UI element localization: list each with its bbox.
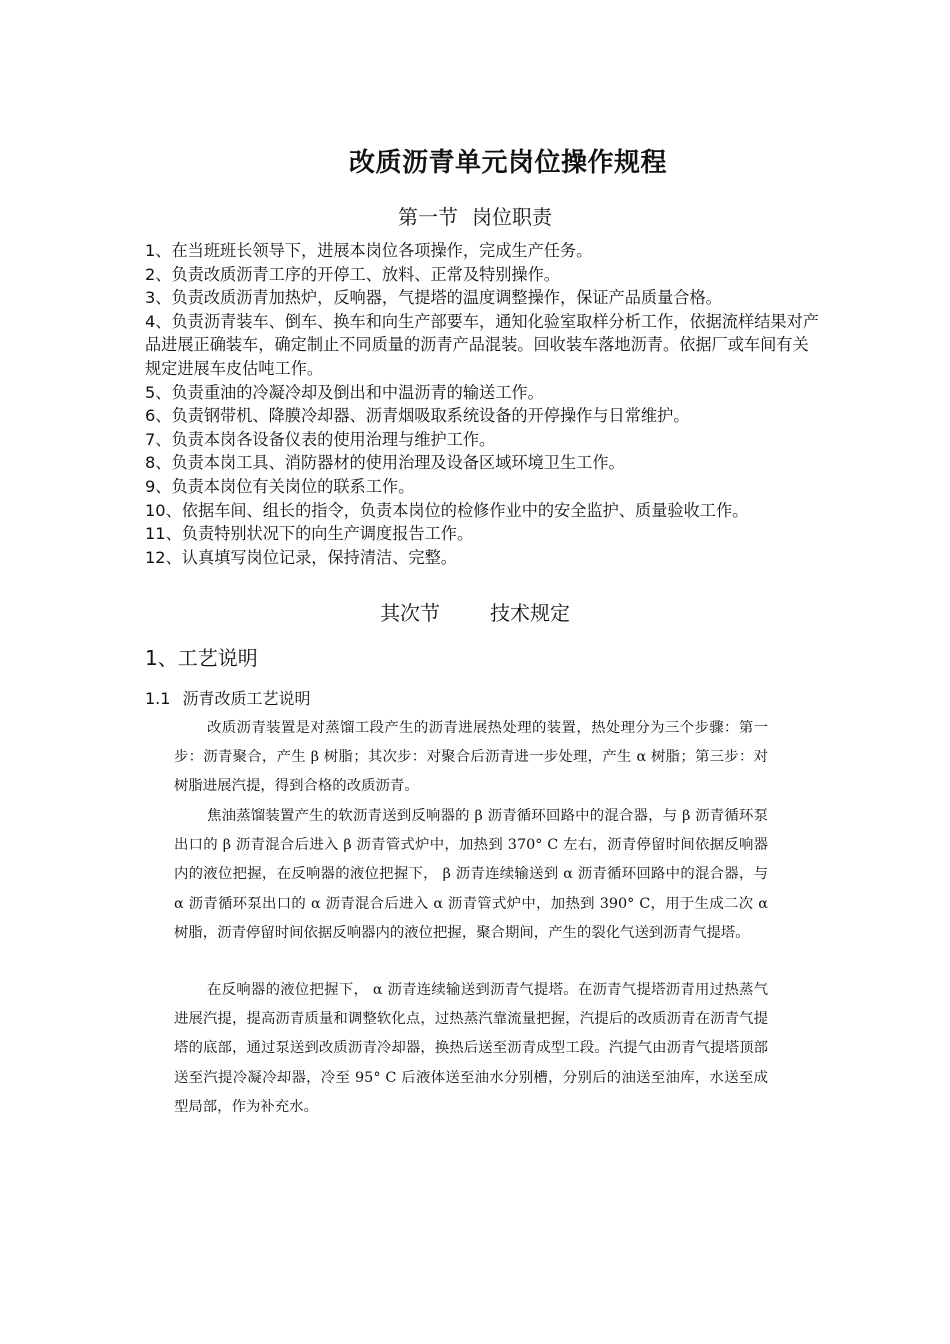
duties-list [145,239,821,569]
duty-item: 7、负责本岗各设备仪表的使用治理与维护工作。 [145,429,496,449]
section-name: 技术规定 [490,601,570,625]
document-title: 改质沥青单元岗位操作规程 [348,148,667,178]
section-heading-technical [0,597,950,626]
section-number: 其次节 [380,601,440,625]
duty-item: 11、负责特别状况下的向生产调度报告工作。 [145,524,474,544]
duty-item: 5、负责重油的冷凝冷却及倒出和中温沥青的输送工作。 [145,382,544,402]
duty-item: 4、负责沥青装车、倒车、换车和向生产部要车，通知化验室取样分析工作，依据流样结果对产品进展正确装车，确定制止不同质量的沥青产品混装。回收装车落地沥青。依据厂或车间有关规定进展车皮估吨工作。 [145,311,819,378]
subheading-process: 1、工艺说明 [145,646,258,670]
subsection-name: 沥青改质工艺说明 [182,689,311,708]
duty-item: 3、负责改质沥青加热炉，反响器，气提塔的温度调整操作，保证产品质量合格。 [145,288,722,308]
duty-item: 10、依据车间、组长的指令，负责本岗位的检修作业中的安全监护、质量验收工作。 [145,500,749,520]
body-paragraph: 焦油蒸馏装置产生的软沥青送到反响器的 β 沥青循环回路中的混合器，与 β 沥青循环泵出口的 β 沥青混合后进入 β 沥青管式炉中，加热到 370° C 左右，沥青停留时间依据反响器内的液位把握，在反响器的液位把握下， β 沥青连续输送到 α 沥青循环回路中的混合器，与 α 沥青循环泵出口的 α 沥青混合后进入 α 沥青管式炉中，加热到 390° C，用于生成二次 α 树脂，沥青停留时间依据反响器内的液位把握，聚合期间，产生的裂化气送到沥青气提塔。 [174,808,768,941]
duty-item: 6、负责钢带机、降膜冷却器、沥青烟吸取系统设备的开停操作与日常维护。 [145,406,690,426]
section-number: 第一节 [398,205,458,229]
body-paragraph: 在反响器的液位把握下， α 沥青连续输送到沥青气提塔。在沥青气提塔沥青用过热蒸气进展汽提，提高沥青质量和调整软化点，过热蒸汽靠流量把握，汽提后的改质沥青在沥青气提塔的底部，通过泵送到改质沥青冷却器，换热后送至沥青成型工段。汽提气由沥青气提塔顶部送至汽提冷凝冷却器，冷至 95° C 后液体送至油水分别槽，分别后的油送至油库，水送至成型局部，作为补充水。 [174,982,768,1115]
section-name: 岗位职责 [472,205,552,229]
duty-item: 1、在当班班长领导下，进展本岗位各项操作，完成生产任务。 [145,241,593,260]
duty-item: 8、负责本岗工具、消防器材的使用治理及设备区域环境卫生工作。 [145,453,625,473]
duty-item: 9、负责本岗位有关岗位的联系工作。 [145,476,415,496]
subsection-heading [145,686,310,709]
duty-item: 2、负责改质沥青工序的开停工、放料、正常及特别操作。 [145,264,560,284]
duty-item: 12、认真填写岗位记录，保持清洁、完整。 [145,547,457,567]
subsection-number: 1.1 [145,689,171,708]
body-paragraph: 改质沥青装置是对蒸馏工段产生的沥青进展热处理的装置，热处理分为三个步骤：第一步：沥青聚合，产生 β 树脂；其次步：对聚合后沥青进一步处理，产生 α 树脂；第三步：对树脂进展汽提，得到合格的改质沥青。 [174,720,768,795]
section-heading-duties [0,201,950,230]
